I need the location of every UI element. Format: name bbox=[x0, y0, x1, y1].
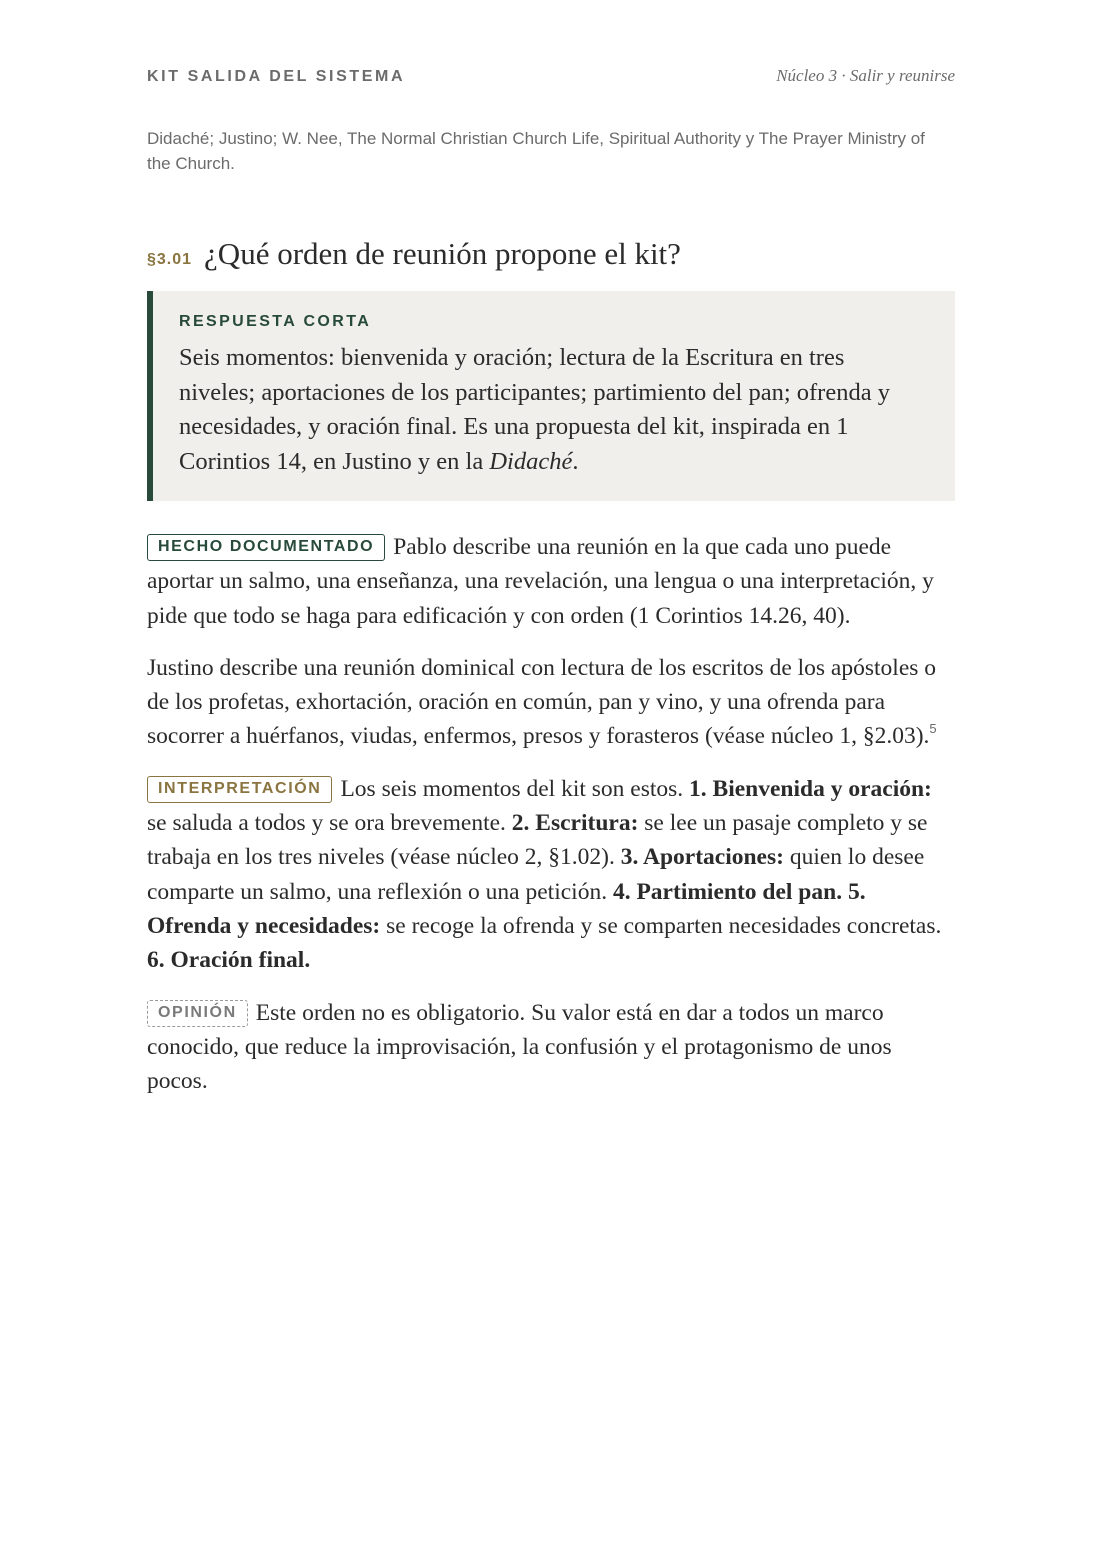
fact-text: Pablo describe una reunión en la que cada uno puede aportar un salmo, una enseñanza, una revelación, una lengua o una interpretación, y pide que todo se haga para edificación y con orden (1 Corintios 14.26, 40). bbox=[147, 534, 934, 629]
body-text bbox=[147, 530, 955, 1116]
moment-5-label: 5. Ofrenda y necesidades: bbox=[147, 878, 866, 939]
running-header bbox=[147, 66, 955, 86]
short-answer-label: RESPUESTA CORTA bbox=[179, 313, 372, 330]
short-answer-main: Seis momentos: bienvenida y oración; lectura de la Escritura en tres niveles; aportaciones de los participantes; partimiento del pan; ofrenda y necesidades, y oración final. Es una propuesta del kit, inspirada en 1 Corintios 14, en Justino y en la bbox=[179, 344, 890, 475]
fact-tag: HECHO DOCUMENTADO bbox=[147, 534, 385, 561]
moment-2-label: 2. Escritura: bbox=[511, 810, 639, 837]
fact-paragraph bbox=[147, 530, 955, 633]
short-answer-text bbox=[179, 341, 925, 479]
short-answer-italic: Didaché bbox=[489, 447, 573, 475]
justin-text: Justino describe una reunión dominical con lectura de los escritos de los apóstoles o de los profetas, exhortación, oración en común, pan y vino, y una ofrenda para socorrer a huérfanos, viudas, enfermos, presos y forasteros (véase núcleo 1, §2.03). bbox=[147, 654, 937, 750]
kit-title: KIT SALIDA DEL SISTEMA bbox=[147, 68, 406, 85]
sources-note: Didaché; Justino; W. Nee, The Normal Christian Church Life, Spiritual Authority y The Prayer Ministry of the Church. bbox=[147, 129, 925, 173]
footnote-marker[interactable]: 5 bbox=[929, 721, 937, 737]
moment-1-text: se saluda a todos y se ora brevemente. bbox=[147, 810, 512, 837]
chapter-label: Núcleo 3 · Salir y reunirse bbox=[776, 66, 955, 85]
interpretation-paragraph bbox=[147, 772, 955, 978]
moment-5-text: se recoge la ofrenda y se comparten necesidades concretas. bbox=[380, 912, 942, 939]
moment-3-text: quien lo desee comparte un salmo, una reflexión o una petición. bbox=[147, 844, 925, 905]
opinion-tag: OPINIÓN bbox=[147, 1000, 248, 1027]
section-heading bbox=[147, 236, 681, 272]
section-title: ¿Qué orden de reunión propone el kit? bbox=[204, 236, 681, 271]
opinion-text: Este orden no es obligatorio. Su valor está en dar a todos un marco conocido, que reduce la improvisación, la confusión y el protagonismo de unos pocos. bbox=[147, 999, 892, 1095]
justin-paragraph bbox=[147, 651, 955, 754]
short-answer-end: . bbox=[572, 447, 579, 475]
interpretation-tag: INTERPRETACIÓN bbox=[147, 776, 332, 803]
moment-2-text: se lee un pasaje completo y se trabaja en los tres niveles (véase núcleo 2, §1.02). bbox=[147, 810, 928, 871]
moment-6-label: 6. Oración final. bbox=[147, 947, 311, 974]
short-answer-box bbox=[147, 291, 955, 501]
moment-3-label: 3. Aportaciones: bbox=[620, 844, 784, 871]
moment-4-label: 4. Partimiento del pan. bbox=[612, 878, 843, 905]
section-number: §3.01 bbox=[147, 251, 193, 268]
interpretation-intro: Los seis momentos del kit son estos. bbox=[340, 775, 690, 802]
moment-1-label: 1. Bienvenida y oración: bbox=[689, 775, 932, 802]
opinion-paragraph bbox=[147, 996, 955, 1099]
